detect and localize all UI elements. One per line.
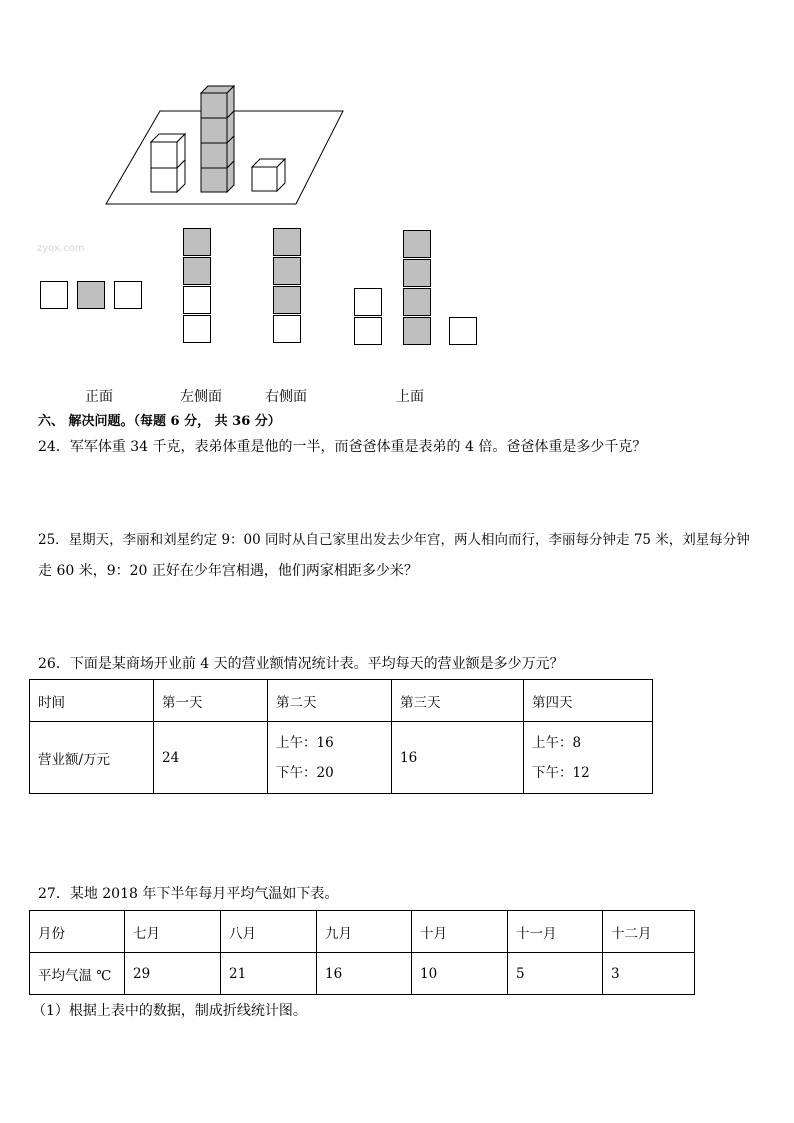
label-front-view: 正面 — [85, 389, 113, 405]
table-cell: 10 — [412, 953, 508, 995]
top-view — [354, 230, 480, 348]
revenue-table — [29, 679, 653, 794]
cell-line: 下午：12 — [532, 764, 590, 781]
table-cell: 29 — [125, 953, 221, 995]
table-header-cell: 第四天 — [524, 680, 653, 722]
left-side-view — [183, 228, 213, 344]
table-cell: 5 — [508, 953, 603, 995]
front-view — [40, 281, 144, 311]
left-cube-stack — [151, 134, 185, 192]
table-header-cell: 十月 — [412, 911, 508, 953]
label-right-side-view: 右侧面 — [265, 389, 307, 405]
table-row — [30, 953, 695, 995]
question-27-part1: （1）根据上表中的数据，制成折线统计图。 — [32, 1003, 307, 1019]
table-row-label: 营业额/万元 — [30, 722, 154, 794]
table-header-cell: 九月 — [317, 911, 412, 953]
table-cell: 24 — [154, 722, 268, 794]
table-cell — [268, 722, 392, 794]
question-27: 27．某地 2018 年下半年每月平均气温如下表。 — [38, 886, 339, 902]
question-25-line2: 走 60 米，9：20 正好在少年宫相遇，他们两家相距多少米？ — [38, 563, 418, 579]
table-header-cell: 第三天 — [392, 680, 524, 722]
cell-line: 上午：16 — [276, 734, 334, 751]
table-cell: 16 — [317, 953, 412, 995]
question-24: 24．军军体重 34 千克，表弟体重是他的一半，而爸爸体重是表弟的 4 倍。爸爸体重是多少千克？ — [38, 439, 647, 455]
watermark-text: zyox.com — [37, 243, 85, 254]
cell-line: 下午：20 — [276, 764, 334, 781]
temperature-table — [29, 910, 695, 995]
question-26: 26．下面是某商场开业前 4 天的营业额情况统计表。平均每天的营业额是多少万元？ — [38, 656, 564, 672]
table-cell: 21 — [221, 953, 317, 995]
table-header-cell: 十一月 — [508, 911, 603, 953]
table-row — [30, 680, 653, 722]
table-row-label: 平均气温 ℃ — [30, 953, 125, 995]
right-side-view — [273, 228, 303, 344]
label-left-side-view: 左侧面 — [180, 389, 222, 405]
table-header-cell: 八月 — [221, 911, 317, 953]
section-title: 六、 解决问题。（每题 6 分， 共 36 分） — [38, 414, 281, 429]
cube-arrangement-figure — [100, 80, 350, 210]
table-header-cell: 时间 — [30, 680, 154, 722]
table-header-cell: 七月 — [125, 911, 221, 953]
table-header-cell: 十二月 — [603, 911, 695, 953]
table-row — [30, 911, 695, 953]
single-cube — [252, 159, 285, 191]
table-cell — [524, 722, 653, 794]
cell-line: 上午：8 — [532, 734, 582, 751]
table-header-cell: 第二天 — [268, 680, 392, 722]
question-25-line1: 25．星期天，李丽和刘星约定 9：00 同时从自己家里出发去少年宫，两人相向而行，李丽每分钟走 75 米，刘星每分钟 — [38, 532, 750, 548]
table-header-cell: 第一天 — [154, 680, 268, 722]
table-cell: 16 — [392, 722, 524, 794]
label-top-view: 上面 — [396, 389, 424, 405]
table-cell: 3 — [603, 953, 695, 995]
table-row — [30, 722, 653, 794]
table-header-cell: 月份 — [30, 911, 125, 953]
tall-cube-stack — [201, 86, 234, 192]
